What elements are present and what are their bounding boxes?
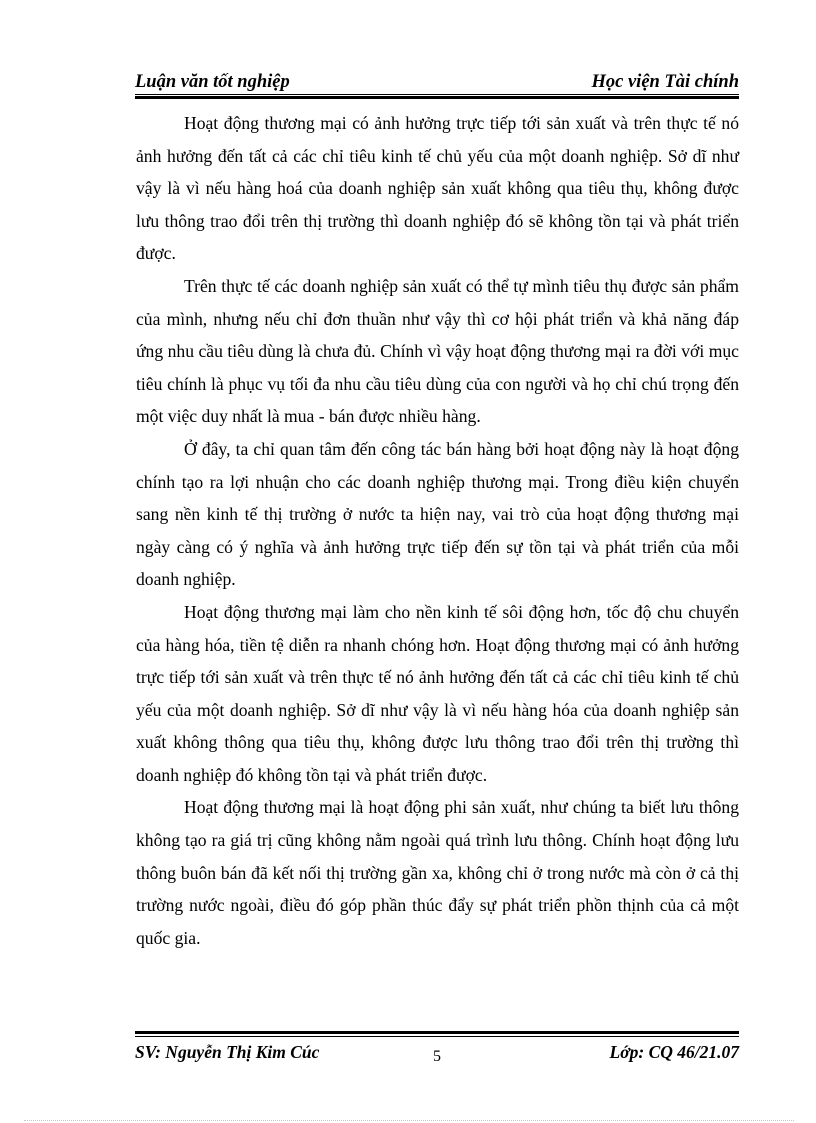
paragraph-4: Hoạt động thương mại làm cho nền kinh tế sôi động hơn, tốc độ chu chuyển của hàng hóa, tiền tệ diễn ra nhanh chóng hơn. Hoạt động thương mại có ảnh hưởng trực tiếp tới sản xuất và trên thực tế nó ảnh hưởng đến tất cả các chỉ tiêu kinh tế chủ yếu của một doanh nghiệp. Sở dĩ như vậy là vì nếu hàng hóa của doanh nghiệp sản xuất không thông qua tiêu thụ, không được lưu thông trao đổi trên thị trường thì doanh nghiệp đó không tồn tại và phát triển được. <box>136 601 739 785</box>
footer-student-name: SV: Nguyễn Thị Kim Cúc <box>135 1042 320 1062</box>
header-institution: Học viện Tài chính <box>591 72 739 92</box>
page-footer <box>135 1041 739 1067</box>
footer-rule-thick <box>135 1031 739 1034</box>
header-rule-thin <box>135 94 739 95</box>
header-rule-thick <box>135 96 739 99</box>
page-bottom-border <box>24 1120 794 1121</box>
paragraph-1: Hoạt động thương mại có ảnh hưởng trực tiếp tới sản xuất và trên thực tế nó ảnh hưởng đến tất cả các chỉ tiêu kinh tế chủ yếu của một doanh nghiệp. Sở dĩ như vậy là vì nếu hàng hoá của doanh nghiệp sản xuất không qua tiêu thụ, không được lưu thông trao đổi trên thị trường thì doanh nghiệp đó sẽ không tồn tại và phát triển được. <box>136 113 739 264</box>
paragraph-5: Hoạt động thương mại là hoạt động phi sản xuất, như chúng ta biết lưu thông không tạo ra giá trị cũng không nằm ngoài quá trình lưu thông. Chính hoạt động lưu thông buôn bán đã kết nối thị trường gần xa, không chỉ ở trong nước mà còn ở cả thị trường nước ngoài, điều đó góp phần thúc đẩy sự phát triển phồn thịnh của cả một quốc gia. <box>136 797 739 948</box>
document-body <box>136 107 739 954</box>
page-header <box>135 70 739 94</box>
header-thesis-title: Luận văn tốt nghiệp <box>135 72 290 92</box>
footer-rule-thin <box>135 1036 739 1037</box>
footer-class-code: Lớp: CQ 46/21.07 <box>609 1042 739 1062</box>
paragraph-3: Ở đây, ta chỉ quan tâm đến công tác bán hàng bởi hoạt động này là hoạt động chính tạo ra lợi nhuận cho các doanh nghiệp thương mại. Trong điều kiện chuyển sang nền kinh tế thị trường ở nước ta hiện nay, vai trò của hoạt động thương mại ngày càng có ý nghĩa và ảnh hưởng trực tiếp đến sự tồn tại và phát triển của mỗi doanh nghiệp. <box>136 438 739 590</box>
paragraph-2: Trên thực tế các doanh nghiệp sản xuất có thể tự mình tiêu thụ được sản phẩm của mình, nhưng nếu chỉ đơn thuần như vậy thì cơ hội phát triển và khả năng đáp ứng nhu cầu tiêu dùng là chưa đủ. Chính vì vậy hoạt động thương mại ra đời với mục tiêu chính là phục vụ tối đa nhu cầu tiêu dùng của con người và họ chỉ chú trọng đến một việc duy nhất là mua - bán được nhiều hàng. <box>136 275 739 427</box>
page-number: 5 <box>433 1048 441 1065</box>
